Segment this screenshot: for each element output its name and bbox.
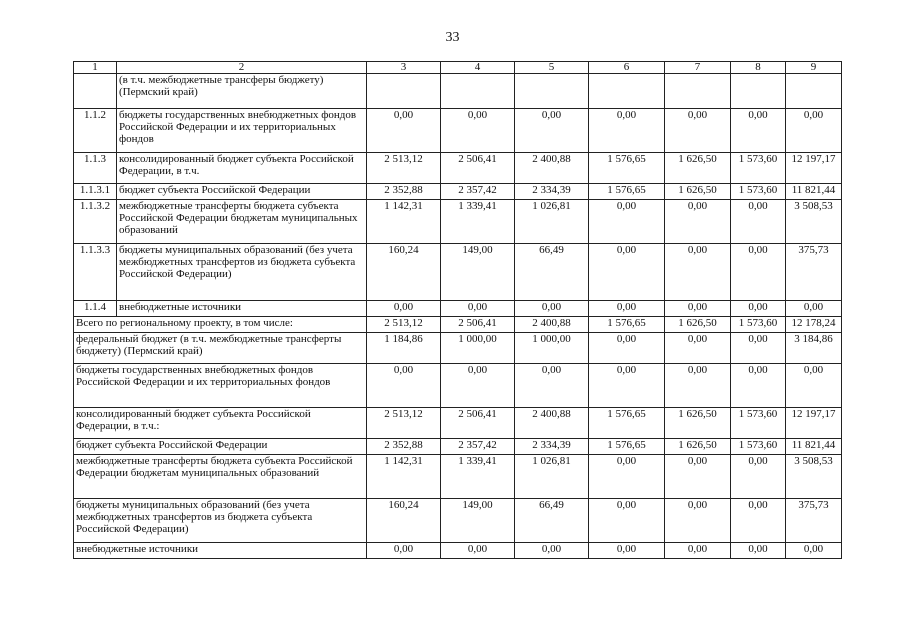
row-name: межбюджетные трансферты бюджета субъекта Российской Федерации бюджетам муниципальных образований bbox=[117, 200, 367, 244]
value-cell: 1 142,31 bbox=[367, 200, 441, 244]
value-cell: 1 576,65 bbox=[589, 439, 665, 455]
value-cell: 0,00 bbox=[665, 109, 731, 153]
value-cell: 3 508,53 bbox=[786, 455, 842, 499]
value-cell: 12 197,17 bbox=[786, 408, 842, 439]
value-cell: 2 357,42 bbox=[441, 439, 515, 455]
summary-row-name: консолидированный бюджет субъекта Российской Федерации, в т.ч.: bbox=[74, 408, 367, 439]
value-cell bbox=[515, 74, 589, 109]
value-cell: 11 821,44 bbox=[786, 184, 842, 200]
value-cell bbox=[731, 74, 786, 109]
table-row bbox=[74, 74, 842, 109]
value-cell: 0,00 bbox=[589, 244, 665, 301]
value-cell: 2 513,12 bbox=[367, 153, 441, 184]
value-cell: 1 573,60 bbox=[731, 439, 786, 455]
value-cell: 2 357,42 bbox=[441, 184, 515, 200]
table-row bbox=[74, 109, 842, 153]
row-code: 1.1.3.3 bbox=[74, 244, 117, 301]
value-cell: 11 821,44 bbox=[786, 439, 842, 455]
value-cell: 0,00 bbox=[786, 301, 842, 317]
value-cell: 1 026,81 bbox=[515, 200, 589, 244]
value-cell: 12 197,17 bbox=[786, 153, 842, 184]
value-cell: 0,00 bbox=[515, 364, 589, 408]
value-cell: 0,00 bbox=[589, 109, 665, 153]
value-cell: 0,00 bbox=[367, 543, 441, 559]
value-cell: 0,00 bbox=[786, 543, 842, 559]
value-cell: 1 000,00 bbox=[515, 333, 589, 364]
value-cell: 1 026,81 bbox=[515, 455, 589, 499]
value-cell: 0,00 bbox=[515, 301, 589, 317]
row-name: бюджеты муниципальных образований (без учета межбюджетных трансфертов из бюджета субъекта Российской Федерации) bbox=[117, 244, 367, 301]
row-code: 1.1.2 bbox=[74, 109, 117, 153]
total-value-cell: 1 573,60 bbox=[731, 317, 786, 333]
table-row bbox=[74, 301, 842, 317]
value-cell: 0,00 bbox=[367, 109, 441, 153]
row-name: бюджеты государственных внебюджетных фондов Российской Федерации и их территориальных фондов bbox=[117, 109, 367, 153]
value-cell: 1 573,60 bbox=[731, 408, 786, 439]
value-cell: 2 400,88 bbox=[515, 408, 589, 439]
value-cell: 2 352,88 bbox=[367, 184, 441, 200]
value-cell: 149,00 bbox=[441, 499, 515, 543]
row-name: консолидированный бюджет субъекта Российской Федерации, в т.ч. bbox=[117, 153, 367, 184]
value-cell: 0,00 bbox=[731, 244, 786, 301]
value-cell: 1 626,50 bbox=[665, 408, 731, 439]
value-cell: 160,24 bbox=[367, 244, 441, 301]
value-cell: 0,00 bbox=[589, 364, 665, 408]
column-header: 1 bbox=[74, 62, 117, 74]
value-cell: 0,00 bbox=[589, 200, 665, 244]
value-cell: 0,00 bbox=[731, 301, 786, 317]
summary-row bbox=[74, 408, 842, 439]
value-cell: 1 339,41 bbox=[441, 200, 515, 244]
summary-row bbox=[74, 455, 842, 499]
value-cell: 375,73 bbox=[786, 244, 842, 301]
value-cell: 0,00 bbox=[731, 499, 786, 543]
value-cell: 2 506,41 bbox=[441, 408, 515, 439]
table-row bbox=[74, 184, 842, 200]
total-value-cell: 2 506,41 bbox=[441, 317, 515, 333]
summary-row bbox=[74, 333, 842, 364]
total-value-cell: 2 513,12 bbox=[367, 317, 441, 333]
value-cell: 66,49 bbox=[515, 244, 589, 301]
value-cell: 160,24 bbox=[367, 499, 441, 543]
value-cell: 1 626,50 bbox=[665, 439, 731, 455]
value-cell: 0,00 bbox=[731, 543, 786, 559]
summary-row bbox=[74, 439, 842, 455]
value-cell: 0,00 bbox=[665, 301, 731, 317]
value-cell bbox=[786, 74, 842, 109]
value-cell: 0,00 bbox=[589, 499, 665, 543]
summary-row bbox=[74, 499, 842, 543]
page-number: 33 bbox=[445, 30, 460, 45]
value-cell: 0,00 bbox=[786, 364, 842, 408]
summary-row-name: межбюджетные трансферты бюджета субъекта Российской Федерации бюджетам муниципальных образований bbox=[74, 455, 367, 499]
budget-table bbox=[73, 61, 842, 559]
value-cell: 375,73 bbox=[786, 499, 842, 543]
value-cell: 2 334,39 bbox=[515, 439, 589, 455]
value-cell: 0,00 bbox=[665, 455, 731, 499]
value-cell: 66,49 bbox=[515, 499, 589, 543]
summary-row-name: бюджет субъекта Российской Федерации bbox=[74, 439, 367, 455]
value-cell: 0,00 bbox=[589, 333, 665, 364]
row-code: 1.1.3.1 bbox=[74, 184, 117, 200]
value-cell: 0,00 bbox=[665, 244, 731, 301]
value-cell: 1 573,60 bbox=[731, 184, 786, 200]
value-cell: 0,00 bbox=[665, 200, 731, 244]
value-cell: 0,00 bbox=[731, 200, 786, 244]
value-cell: 0,00 bbox=[665, 499, 731, 543]
column-header: 4 bbox=[441, 62, 515, 74]
table-row bbox=[74, 200, 842, 244]
value-cell: 1 184,86 bbox=[367, 333, 441, 364]
value-cell: 0,00 bbox=[441, 543, 515, 559]
value-cell: 1 626,50 bbox=[665, 153, 731, 184]
value-cell: 3 184,86 bbox=[786, 333, 842, 364]
value-cell: 149,00 bbox=[441, 244, 515, 301]
value-cell: 0,00 bbox=[731, 333, 786, 364]
value-cell: 0,00 bbox=[441, 301, 515, 317]
value-cell: 0,00 bbox=[589, 455, 665, 499]
value-cell: 1 573,60 bbox=[731, 153, 786, 184]
value-cell: 1 576,65 bbox=[589, 153, 665, 184]
value-cell: 0,00 bbox=[367, 301, 441, 317]
value-cell: 2 506,41 bbox=[441, 153, 515, 184]
value-cell: 0,00 bbox=[589, 301, 665, 317]
row-code: 1.1.3 bbox=[74, 153, 117, 184]
value-cell: 1 626,50 bbox=[665, 184, 731, 200]
table-header-row bbox=[74, 62, 842, 74]
column-header: 7 bbox=[665, 62, 731, 74]
table-row bbox=[74, 153, 842, 184]
value-cell bbox=[367, 74, 441, 109]
summary-row bbox=[74, 543, 842, 559]
value-cell bbox=[589, 74, 665, 109]
value-cell bbox=[441, 74, 515, 109]
value-cell: 2 334,39 bbox=[515, 184, 589, 200]
column-header: 9 bbox=[786, 62, 842, 74]
value-cell: 0,00 bbox=[589, 543, 665, 559]
value-cell: 1 576,65 bbox=[589, 408, 665, 439]
summary-row-name: внебюджетные источники bbox=[74, 543, 367, 559]
value-cell: 0,00 bbox=[731, 109, 786, 153]
value-cell: 0,00 bbox=[441, 364, 515, 408]
value-cell: 0,00 bbox=[665, 333, 731, 364]
total-value-cell: 1 626,50 bbox=[665, 317, 731, 333]
value-cell: 1 339,41 bbox=[441, 455, 515, 499]
value-cell: 0,00 bbox=[515, 543, 589, 559]
value-cell: 2 513,12 bbox=[367, 408, 441, 439]
value-cell: 1 000,00 bbox=[441, 333, 515, 364]
value-cell: 3 508,53 bbox=[786, 200, 842, 244]
row-code: 1.1.4 bbox=[74, 301, 117, 317]
total-value-cell: 2 400,88 bbox=[515, 317, 589, 333]
value-cell: 0,00 bbox=[441, 109, 515, 153]
summary-row bbox=[74, 364, 842, 408]
summary-row-name: бюджеты муниципальных образований (без учета межбюджетных трансфертов из бюджета субъекта Российской Федерации) bbox=[74, 499, 367, 543]
table-row bbox=[74, 244, 842, 301]
value-cell: 1 142,31 bbox=[367, 455, 441, 499]
value-cell: 0,00 bbox=[731, 364, 786, 408]
value-cell: 0,00 bbox=[731, 455, 786, 499]
summary-row-name: федеральный бюджет (в т.ч. межбюджетные трансферты бюджету) (Пермский край) bbox=[74, 333, 367, 364]
value-cell: 0,00 bbox=[515, 109, 589, 153]
total-value-cell: 1 576,65 bbox=[589, 317, 665, 333]
value-cell: 2 400,88 bbox=[515, 153, 589, 184]
value-cell: 0,00 bbox=[367, 364, 441, 408]
total-value-cell: 12 178,24 bbox=[786, 317, 842, 333]
total-row bbox=[74, 317, 842, 333]
column-header: 5 bbox=[515, 62, 589, 74]
total-label: Всего по региональному проекту, в том числе: bbox=[74, 317, 367, 333]
column-header: 2 bbox=[117, 62, 367, 74]
value-cell: 0,00 bbox=[665, 364, 731, 408]
row-code: 1.1.3.2 bbox=[74, 200, 117, 244]
column-header: 8 bbox=[731, 62, 786, 74]
value-cell bbox=[665, 74, 731, 109]
value-cell: 1 576,65 bbox=[589, 184, 665, 200]
row-name: (в т.ч. межбюджетные трансферы бюджету) (Пермский край) bbox=[117, 74, 367, 109]
value-cell: 0,00 bbox=[786, 109, 842, 153]
value-cell: 0,00 bbox=[665, 543, 731, 559]
value-cell: 2 352,88 bbox=[367, 439, 441, 455]
row-name: внебюджетные источники bbox=[117, 301, 367, 317]
row-name: бюджет субъекта Российской Федерации bbox=[117, 184, 367, 200]
column-header: 3 bbox=[367, 62, 441, 74]
row-code bbox=[74, 74, 117, 109]
summary-row-name: бюджеты государственных внебюджетных фондов Российской Федерации и их территориальных фондов bbox=[74, 364, 367, 408]
column-header: 6 bbox=[589, 62, 665, 74]
